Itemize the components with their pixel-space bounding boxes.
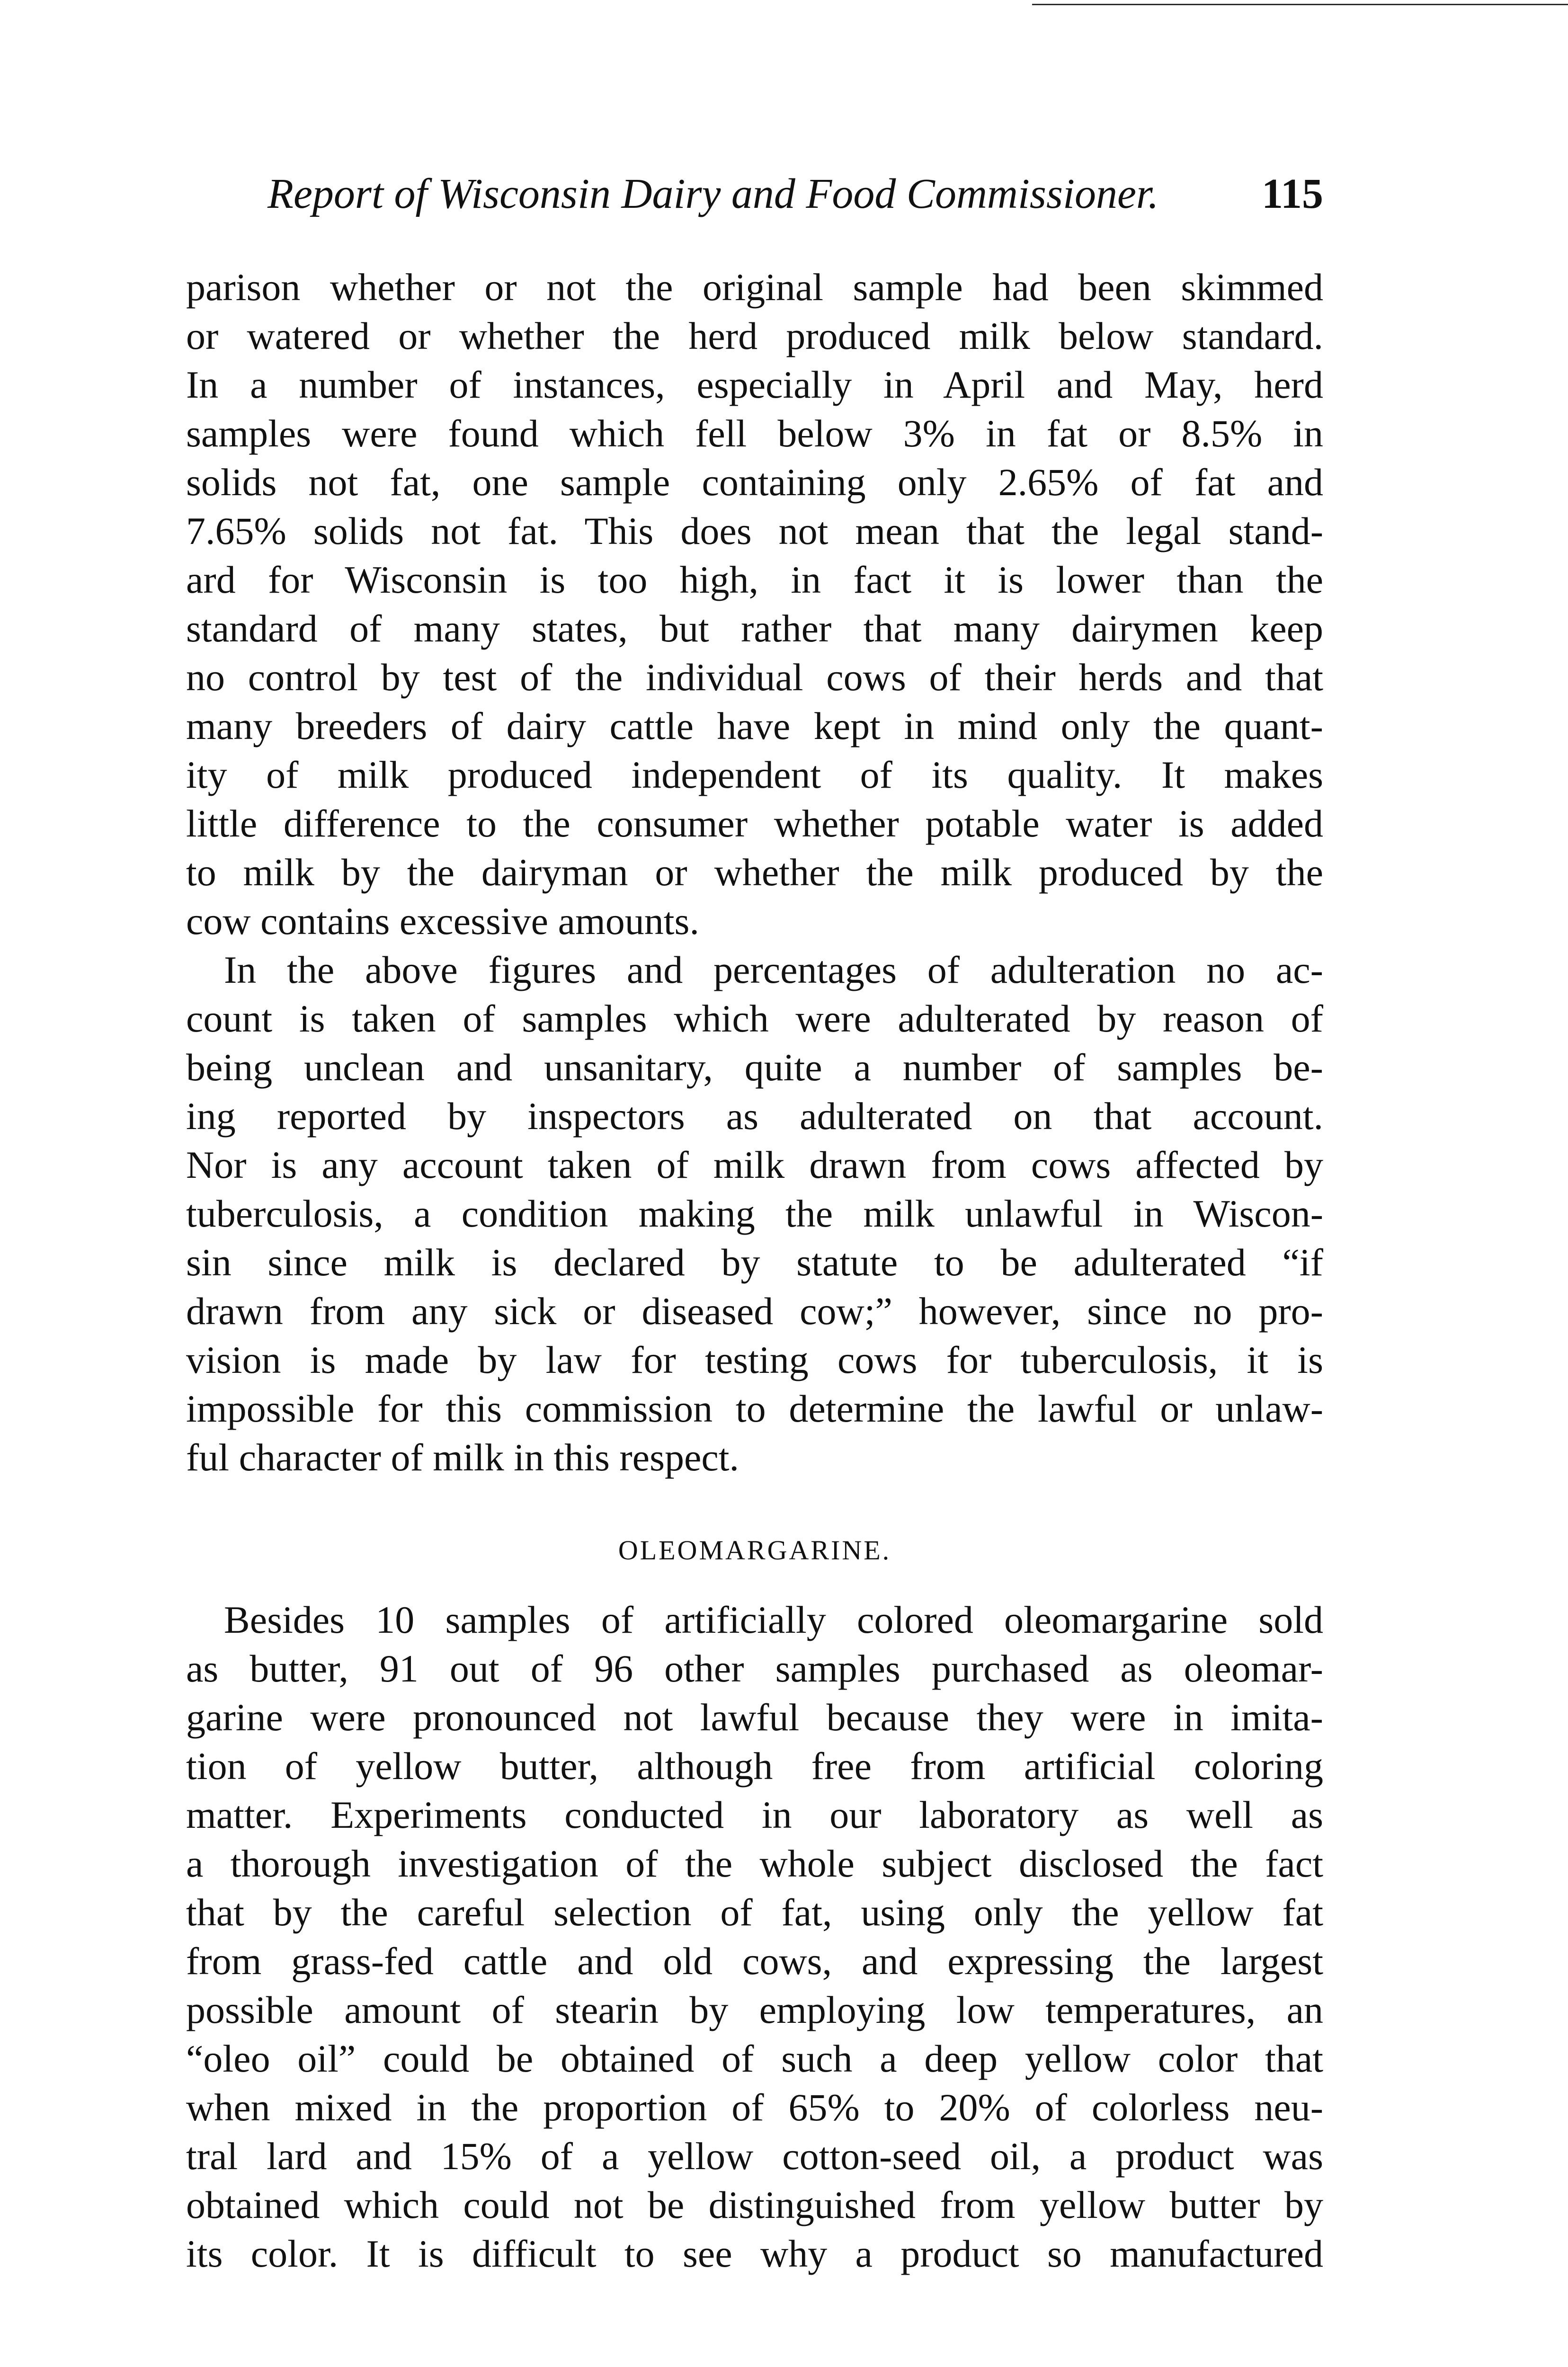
text-line: many breeders of dairy cattle have kept in mind only the quant- xyxy=(186,704,1323,747)
running-title: Report of Wisconsin Dairy and Food Commissioner. xyxy=(267,170,1159,217)
text-line: cow contains excessive amounts. xyxy=(186,899,699,943)
text-line: standard of many states, but rather that many dairymen keep xyxy=(186,607,1323,650)
text-line: Besides 10 samples of artificially colored oleomargarine sold xyxy=(224,1598,1323,1641)
text-line: parison whether or not the original sample had been skimmed xyxy=(186,266,1323,309)
text-line: In the above figures and percentages of adulteration no ac- xyxy=(224,948,1323,991)
text-line: that by the careful selection of fat, using only the yellow fat xyxy=(186,1891,1323,1934)
text-line: 7.65% solids not fat. This does not mean that the legal stand- xyxy=(186,509,1323,552)
text-line: In a number of instances, especially in April and May, herd xyxy=(186,363,1323,406)
section-heading: OLEOMARGARINE. xyxy=(618,1535,891,1566)
page-header xyxy=(267,161,1323,227)
text-line: garine were pronounced not lawful because they were in imita- xyxy=(186,1696,1323,1739)
text-line: solids not fat, one sample containing only 2.65% of fat and xyxy=(186,461,1323,504)
text-line: from grass-fed cattle and old cows, and expressing the largest xyxy=(186,1940,1323,1983)
page-number: 115 xyxy=(1261,170,1323,217)
text-line: little difference to the consumer whether potable water is added xyxy=(186,802,1323,845)
text-line: tion of yellow butter, although free from artificial coloring xyxy=(186,1744,1323,1788)
text-line: matter. Experiments conducted in our laboratory as well as xyxy=(186,1793,1323,1836)
text-line: ing reported by inspectors as adulterated on that account. xyxy=(186,1095,1323,1138)
text-line: impossible for this commission to determine the lawful or unlaw- xyxy=(186,1387,1323,1430)
text-line: to milk by the dairyman or whether the milk produced by the xyxy=(186,851,1323,894)
text-line: ard for Wisconsin is too high, in fact it is lower than the xyxy=(186,558,1323,601)
text-line: its color. It is difficult to see why a product so manufactured xyxy=(186,2232,1323,2275)
scan-edge-rule xyxy=(1032,4,1568,5)
text-line: ful character of milk in this respect. xyxy=(186,1436,739,1479)
text-line: or watered or whether the herd produced milk below standard. xyxy=(186,314,1323,357)
text-line: when mixed in the proportion of 65% to 20% of colorless neu- xyxy=(186,2086,1323,2129)
text-line: obtained which could not be distinguished from yellow butter by xyxy=(186,2183,1323,2226)
text-line: tuberculosis, a condition making the milk unlawful in Wiscon- xyxy=(186,1192,1323,1235)
text-line: tral lard and 15% of a yellow cotton-seed oil, a product was xyxy=(186,2135,1323,2178)
text-line: drawn from any sick or diseased cow;” however, since no pro- xyxy=(186,1290,1323,1333)
text-line: count is taken of samples which were adulterated by reason of xyxy=(186,997,1323,1040)
text-line: as butter, 91 out of 96 other samples purchased as oleomar- xyxy=(186,1647,1323,1690)
text-line: possible amount of stearin by employing low temperatures, an xyxy=(186,1988,1323,2031)
text-line: a thorough investigation of the whole subject disclosed the fact xyxy=(186,1842,1323,1885)
text-line: “oleo oil” could be obtained of such a deep yellow color that xyxy=(186,2037,1323,2080)
text-line: samples were found which fell below 3% in fat or 8.5% in xyxy=(186,412,1323,455)
text-line: Nor is any account taken of milk drawn from cows affected by xyxy=(186,1143,1323,1186)
text-line: ity of milk produced independent of its quality. It makes xyxy=(186,753,1323,796)
text-line: vision is made by law for testing cows for tuberculosis, it is xyxy=(186,1338,1323,1381)
text-line: sin since milk is declared by statute to be adulterated “if xyxy=(186,1241,1323,1284)
text-line: no control by test of the individual cows of their herds and that xyxy=(186,656,1323,699)
text-line: being unclean and unsanitary, quite a number of samples be- xyxy=(186,1046,1323,1089)
